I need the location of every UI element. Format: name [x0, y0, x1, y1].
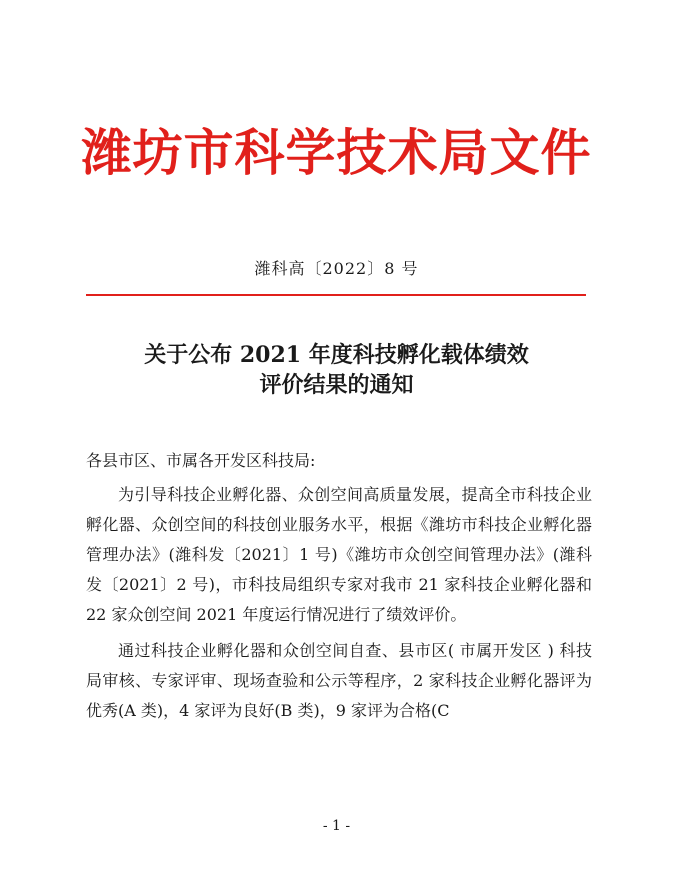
document-number: 潍科高〔2022〕8 号 [254, 259, 419, 278]
addressee-line: 各县市区、市属各开发区科技局: [86, 451, 316, 470]
body-paragraph-1: 为引导科技企业孵化器、众创空间高质量发展，提高全市科技企业孵化器、众创空间的科技创业服务水平，根据《潍坊市科技企业孵化器管理办法》(潍科发〔2021〕1 号)《潍坊市众创空间管理办法》(潍科发〔2021〕2 号)，市科技局组织专家对我市 21 家科技企业孵化器和 22 家众创空间 2021 年度运行情况进行了绩效评价。 [86, 485, 592, 624]
red-divider-line [86, 294, 586, 296]
page-number: - 1 - [322, 818, 351, 834]
notice-title [0, 340, 673, 400]
body-paragraph-2: 通过科技企业孵化器和众创空间自查、县市区( 市属开发区 ) 科技局审核、专家评审、现场查验和公示等程序，2 家科技企业孵化器评为优秀(A 类)，4 家评为良好(B 类)，9 家评为合格(C [86, 641, 592, 720]
notice-title-line-1: 关于公布 2021 年度科技孵化载体绩效 [144, 342, 529, 368]
notice-title-line-2: 评价结果的通知 [259, 372, 414, 398]
document-header-title: 潍坊市科学技术局文件 [81, 123, 592, 182]
document-body [86, 446, 592, 732]
